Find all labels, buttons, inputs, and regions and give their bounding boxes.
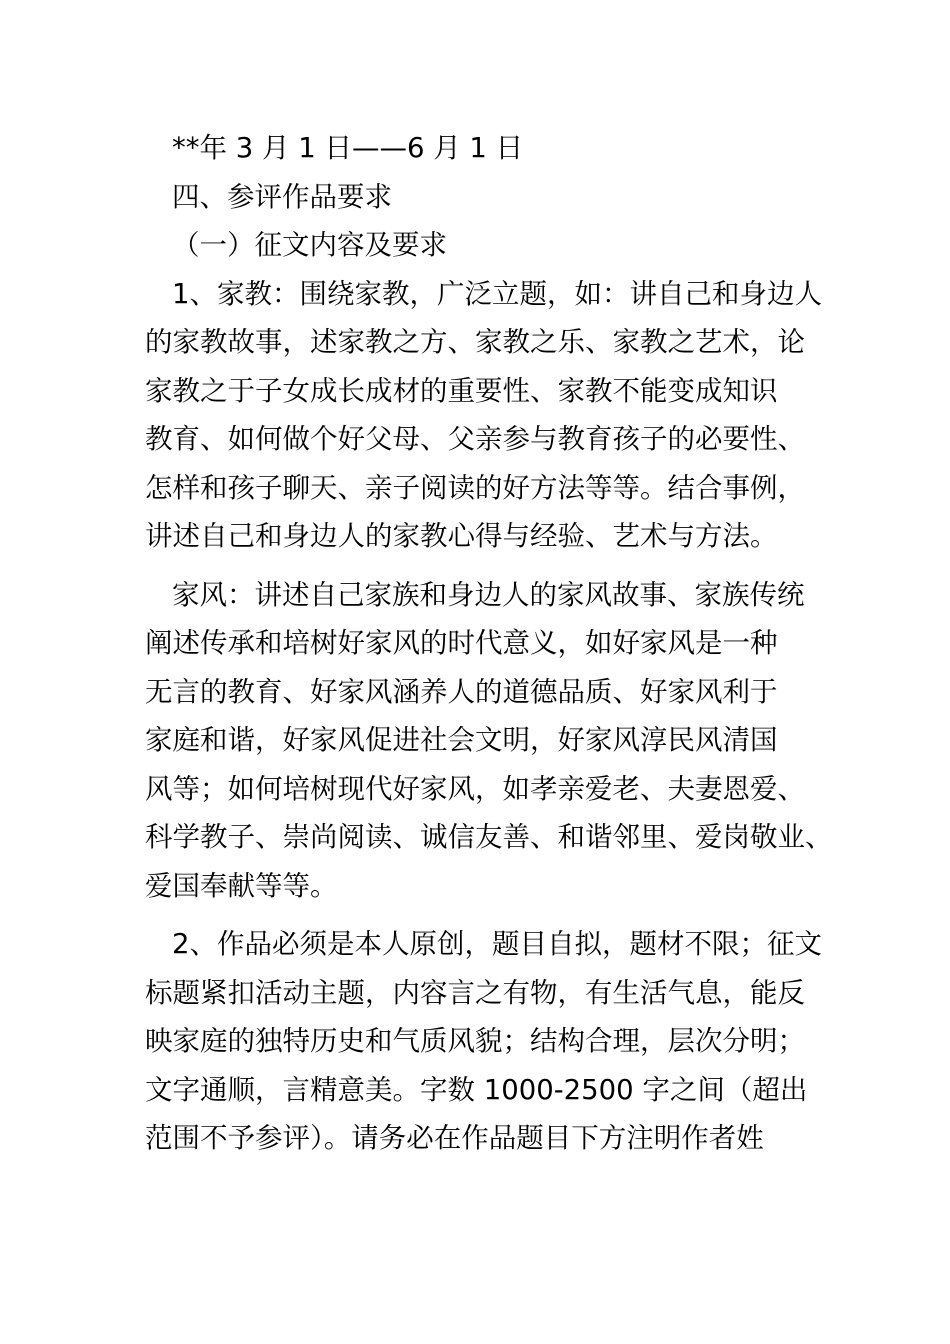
paragraph-line: 映家庭的独特历史和气质风貌；结构合理，层次分明； — [145, 1025, 805, 1057]
paragraph-line: 阐述传承和培树好家风的时代意义，如好家风是一种 — [145, 627, 778, 659]
paragraph-line: 家教之于子女成长成材的重要性、家教不能变成知识 — [145, 374, 778, 407]
paragraph-line: 1、家教：围绕家教，广泛立题，如：讲自己和身边人 — [172, 277, 822, 310]
paragraph-line: 教育、如何做个好父母、父亲参与教育孩子的必要性、 — [145, 423, 805, 455]
paragraph-line: 标题紧扣活动主题，内容言之有物，有生活气息，能反 — [145, 976, 805, 1009]
document-body — [145, 124, 833, 1163]
paragraph-line: 科学教子、崇尚阅读、诚信友善、和谐邻里、爱岗敬业、 — [145, 821, 833, 853]
paragraph-line: 范围不予参评）。请务必在作品题目下方注明作者姓 — [145, 1122, 764, 1154]
paragraph-line: 家庭和谐，好家风促进社会文明，好家风淳民风清国 — [145, 724, 778, 756]
paragraph-line: 家风：讲述自己家族和身边人的家风故事、家族传统 — [172, 578, 805, 611]
paragraph-line: 2、作品必须是本人原创，题目自拟，题材不限；征文 — [172, 928, 822, 960]
subsection-heading: （一）征文内容及要求 — [172, 229, 447, 261]
date-range-line: **年 3 月 1 日——6 月 1 日 — [172, 132, 524, 164]
paragraph-line: 文字通顺，言精意美。字数 1000-2500 字之间（超出 — [145, 1073, 808, 1106]
paragraph-line: 风等；如何培树现代好家风，如孝亲爱老、夫妻恩爱、 — [145, 772, 805, 805]
paragraph-line: 爱国奉献等等。 — [145, 869, 338, 902]
paragraph-line: 怎样和孩子聊天、亲子阅读的好方法等等。结合事例， — [145, 471, 805, 504]
section-heading: 四、参评作品要求 — [172, 180, 392, 213]
paragraph-line: 无言的教育、好家风涵养人的道德品质、好家风利于 — [145, 675, 778, 708]
paragraph-line: 讲述自己和身边人的家教心得与经验、艺术与方法。 — [145, 520, 778, 552]
paragraph-line: 的家教故事，述家教之方、家教之乐、家教之艺术，论 — [145, 326, 805, 358]
